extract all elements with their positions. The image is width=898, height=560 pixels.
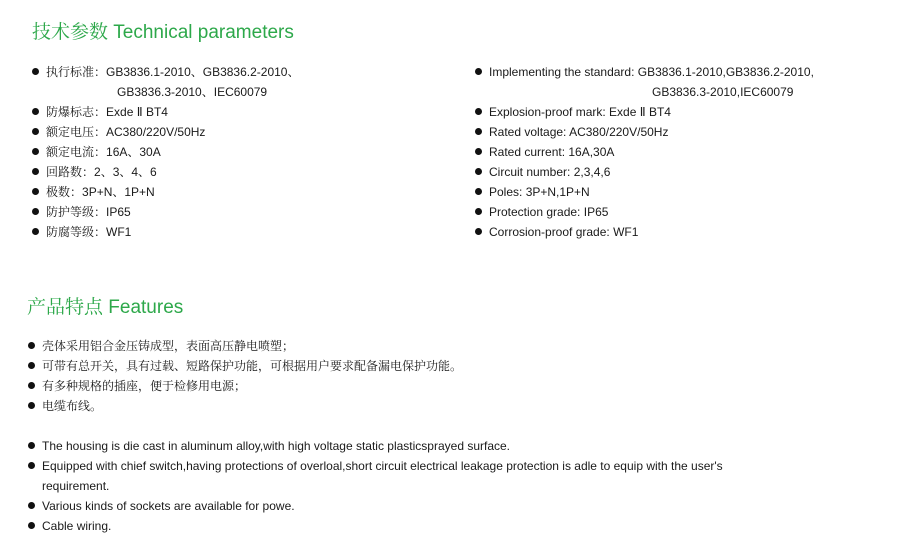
param-label: Implementing the standard:: [489, 65, 638, 79]
param-value: Exde Ⅱ BT4: [106, 105, 168, 119]
features-cn-list: [28, 336, 462, 416]
bullet-icon: [32, 188, 39, 195]
param-label: Rated voltage:: [489, 125, 570, 139]
param-label: 回路数：: [46, 165, 95, 179]
param-label: 额定电压：: [46, 125, 107, 139]
list-item: [475, 142, 814, 162]
list-item: [475, 102, 814, 122]
param-label: Poles:: [489, 185, 526, 199]
param-label: 极数：: [46, 185, 83, 199]
bullet-icon: [32, 108, 39, 115]
list-item: [475, 222, 814, 242]
param-value: 2,3,4,6: [573, 165, 611, 179]
list-item: [475, 162, 814, 182]
list-item: [475, 122, 814, 142]
bullet-icon: [475, 208, 482, 215]
list-item: [28, 496, 723, 516]
feature-text: 电缆布线。: [42, 399, 103, 413]
feature-text: 壳体采用铝合金压铸成型，表面高压静电喷塑；: [42, 339, 295, 353]
bullet-icon: [475, 168, 482, 175]
param-value-continued: GB3836.3-2010,IEC60079: [652, 85, 794, 99]
bullet-icon: [475, 128, 482, 135]
feature-text: 可带有总开关，具有过载、短路保护功能，可根据用户要求配备漏电保护功能。: [42, 359, 463, 373]
param-value: AC380/220V/50Hz: [569, 125, 669, 139]
param-label: Protection grade:: [489, 205, 584, 219]
bullet-icon: [475, 188, 482, 195]
list-item: [32, 102, 299, 122]
bullet-icon: [28, 362, 35, 369]
param-value: WF1: [613, 225, 639, 239]
param-label: Corrosion-proof grade:: [489, 225, 614, 239]
param-label: 执行标准：: [46, 65, 107, 79]
bullet-icon: [28, 522, 35, 529]
param-value: IP65: [583, 205, 609, 219]
param-value: AC380/220V/50Hz: [106, 125, 206, 139]
list-item: [475, 182, 814, 202]
list-item: [32, 182, 299, 202]
param-label: 额定电流：: [46, 145, 107, 159]
list-item: [28, 456, 723, 496]
technical-parameters-heading: 技术参数 Technical parameters: [32, 22, 294, 43]
feature-text: The housing is die cast in aluminum alloy,with high voltage static plasticsprayed surface.: [42, 439, 511, 453]
param-value: 2、3、4、6: [94, 165, 157, 179]
bullet-icon: [28, 382, 35, 389]
technical-parameters-cn-list: [32, 62, 299, 242]
feature-text: Cable wiring.: [42, 519, 112, 533]
bullet-icon: [32, 168, 39, 175]
param-value: 16A,30A: [568, 145, 615, 159]
param-label: Explosion-proof mark:: [489, 105, 610, 119]
param-value: 3P+N、1P+N: [82, 185, 155, 199]
list-item: [32, 122, 299, 142]
list-item: [28, 436, 723, 456]
bullet-icon: [32, 128, 39, 135]
param-label: 防爆标志：: [46, 105, 107, 119]
list-item: [28, 396, 462, 416]
param-value-continued: GB3836.3-2010、IEC60079: [117, 85, 268, 99]
feature-text: Various kinds of sockets are available for powe.: [42, 499, 295, 513]
features-en-list: [28, 436, 723, 536]
param-value: 16A、30A: [106, 145, 161, 159]
list-item: [32, 62, 299, 102]
param-value: GB3836.1-2010、GB3836.2-2010、: [106, 65, 300, 79]
bullet-icon: [32, 68, 39, 75]
bullet-icon: [475, 148, 482, 155]
list-item: [32, 202, 299, 222]
bullet-icon: [28, 442, 35, 449]
bullet-icon: [475, 108, 482, 115]
technical-parameters-en-list: [475, 62, 814, 242]
bullet-icon: [32, 228, 39, 235]
param-value: IP65: [106, 205, 131, 219]
list-item: [475, 62, 814, 102]
bullet-icon: [28, 462, 35, 469]
feature-text-continued: requirement.: [42, 479, 110, 493]
feature-text: Equipped with chief switch,having protections of overloal,short circuit electrical leakage protection is adle to equip with the user's: [42, 459, 723, 473]
param-value: 3P+N,1P+N: [525, 185, 590, 199]
list-item: [28, 376, 462, 396]
bullet-icon: [28, 502, 35, 509]
list-item: [28, 336, 462, 356]
param-label: 防腐等级：: [46, 225, 107, 239]
param-label: 防护等级：: [46, 205, 107, 219]
list-item: [32, 162, 299, 182]
bullet-icon: [475, 228, 482, 235]
param-label: Rated current:: [489, 145, 569, 159]
bullet-icon: [32, 148, 39, 155]
bullet-icon: [475, 68, 482, 75]
list-item: [28, 356, 462, 376]
list-item: [28, 516, 723, 536]
param-label: Circuit number:: [489, 165, 574, 179]
feature-text: 有多种规格的插座，便于检修用电源；: [42, 379, 247, 393]
bullet-icon: [28, 342, 35, 349]
list-item: [32, 222, 299, 242]
list-item: [475, 202, 814, 222]
features-heading: 产品特点 Features: [27, 297, 184, 318]
bullet-icon: [32, 208, 39, 215]
param-value: GB3836.1-2010,GB3836.2-2010,: [637, 65, 814, 79]
bullet-icon: [28, 402, 35, 409]
param-value: WF1: [106, 225, 132, 239]
list-item: [32, 142, 299, 162]
param-value: Exde Ⅱ BT4: [609, 105, 671, 119]
